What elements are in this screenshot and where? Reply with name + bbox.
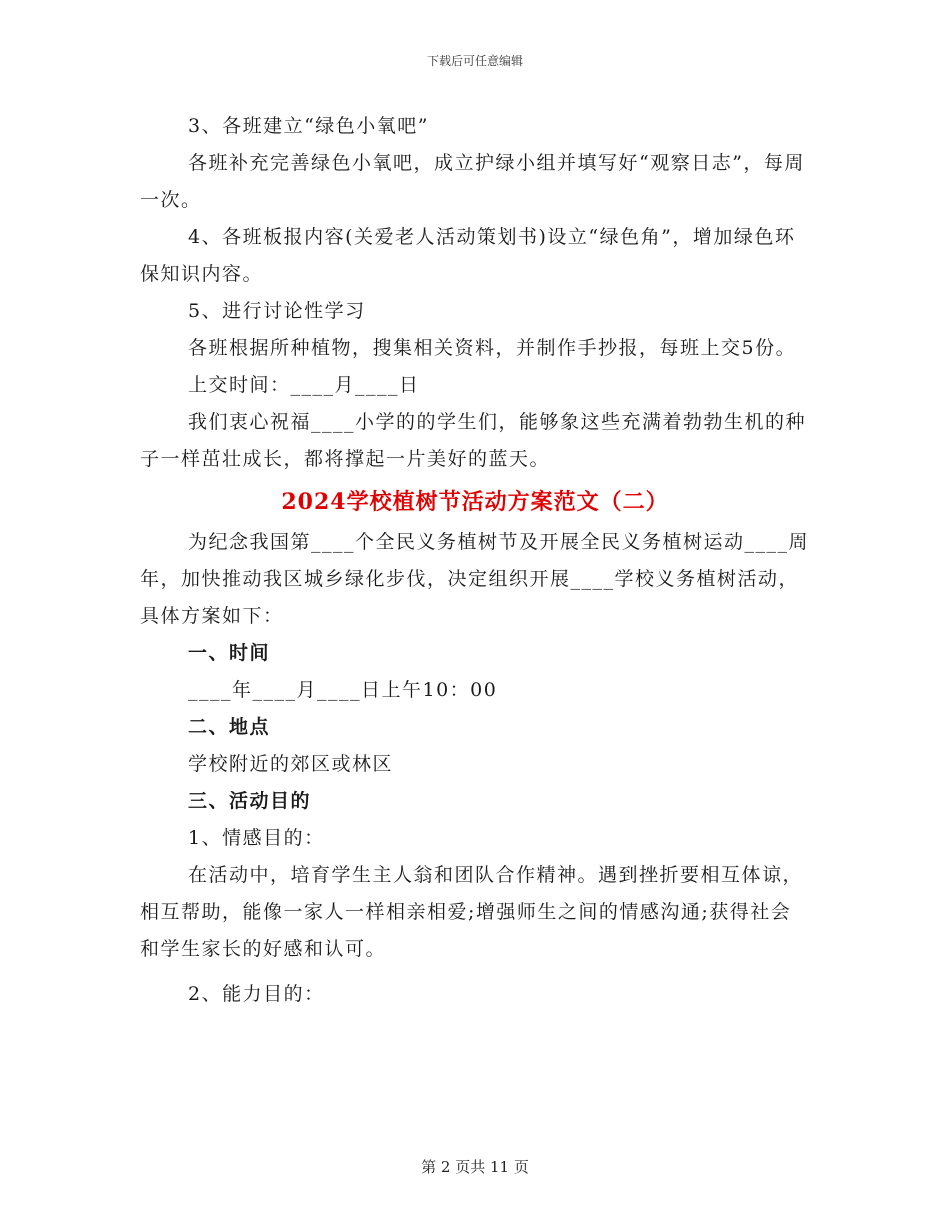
page-header: 下载后可任意编辑 <box>426 54 523 68</box>
item-5-heading: 5、进行讨论性学习 <box>188 300 366 322</box>
heading-time: 一、时间 <box>188 642 271 664</box>
document-body <box>140 108 810 1013</box>
item-3-body: 各班补充完善绿色小氧吧，成立护绿小组并填写好“观察日志”，每周一次。 <box>140 152 805 211</box>
section-title: 2024学校植树节活动方案范文（二） <box>281 489 669 515</box>
heading-purpose: 三、活动目的 <box>188 790 312 812</box>
item-4-paragraph: 4、各班板报内容(关爱老人活动策划书)设立“绿色角”，增加绿色环保知识内容。 <box>140 226 796 285</box>
heading-location: 二、地点 <box>188 716 271 738</box>
page-footer: 第 2 页共 11 页 <box>421 1158 529 1176</box>
purpose-emotional-body: 在活动中，培育学生主人翁和团队合作精神。遇到挫折要相互体谅，相互帮助，能像一家人一样相亲相爱;增强师生之间的情感沟通;获得社会和学生家长的好感和认可。 <box>140 864 804 960</box>
item-5-body: 各班根据所种植物，搜集相关资料，并制作手抄报，每班上交5份。 <box>188 337 797 359</box>
purpose-ability-heading: 2、能力目的： <box>188 983 325 1005</box>
intro-paragraph: 为纪念我国第____个全民义务植树节及开展全民义务植树运动____周年，加快推动我区城乡绿化步伐，决定组织开展____学校义务植树活动，具体方案如下： <box>140 531 810 627</box>
submission-time: 上交时间：____月____日 <box>188 374 420 396</box>
time-value: ____年____月____日上午10：00 <box>188 679 498 701</box>
location-value: 学校附近的郊区或林区 <box>188 753 394 775</box>
item-3-heading: 3、各班建立“绿色小氧吧” <box>188 115 430 137</box>
purpose-emotional-heading: 1、情感目的： <box>188 827 325 849</box>
closing-wish: 我们衷心祝福____小学的的学生们，能够象这些充满着勃勃生机的种子一样茁壮成长，都将撑起一片美好的蓝天。 <box>140 411 807 470</box>
